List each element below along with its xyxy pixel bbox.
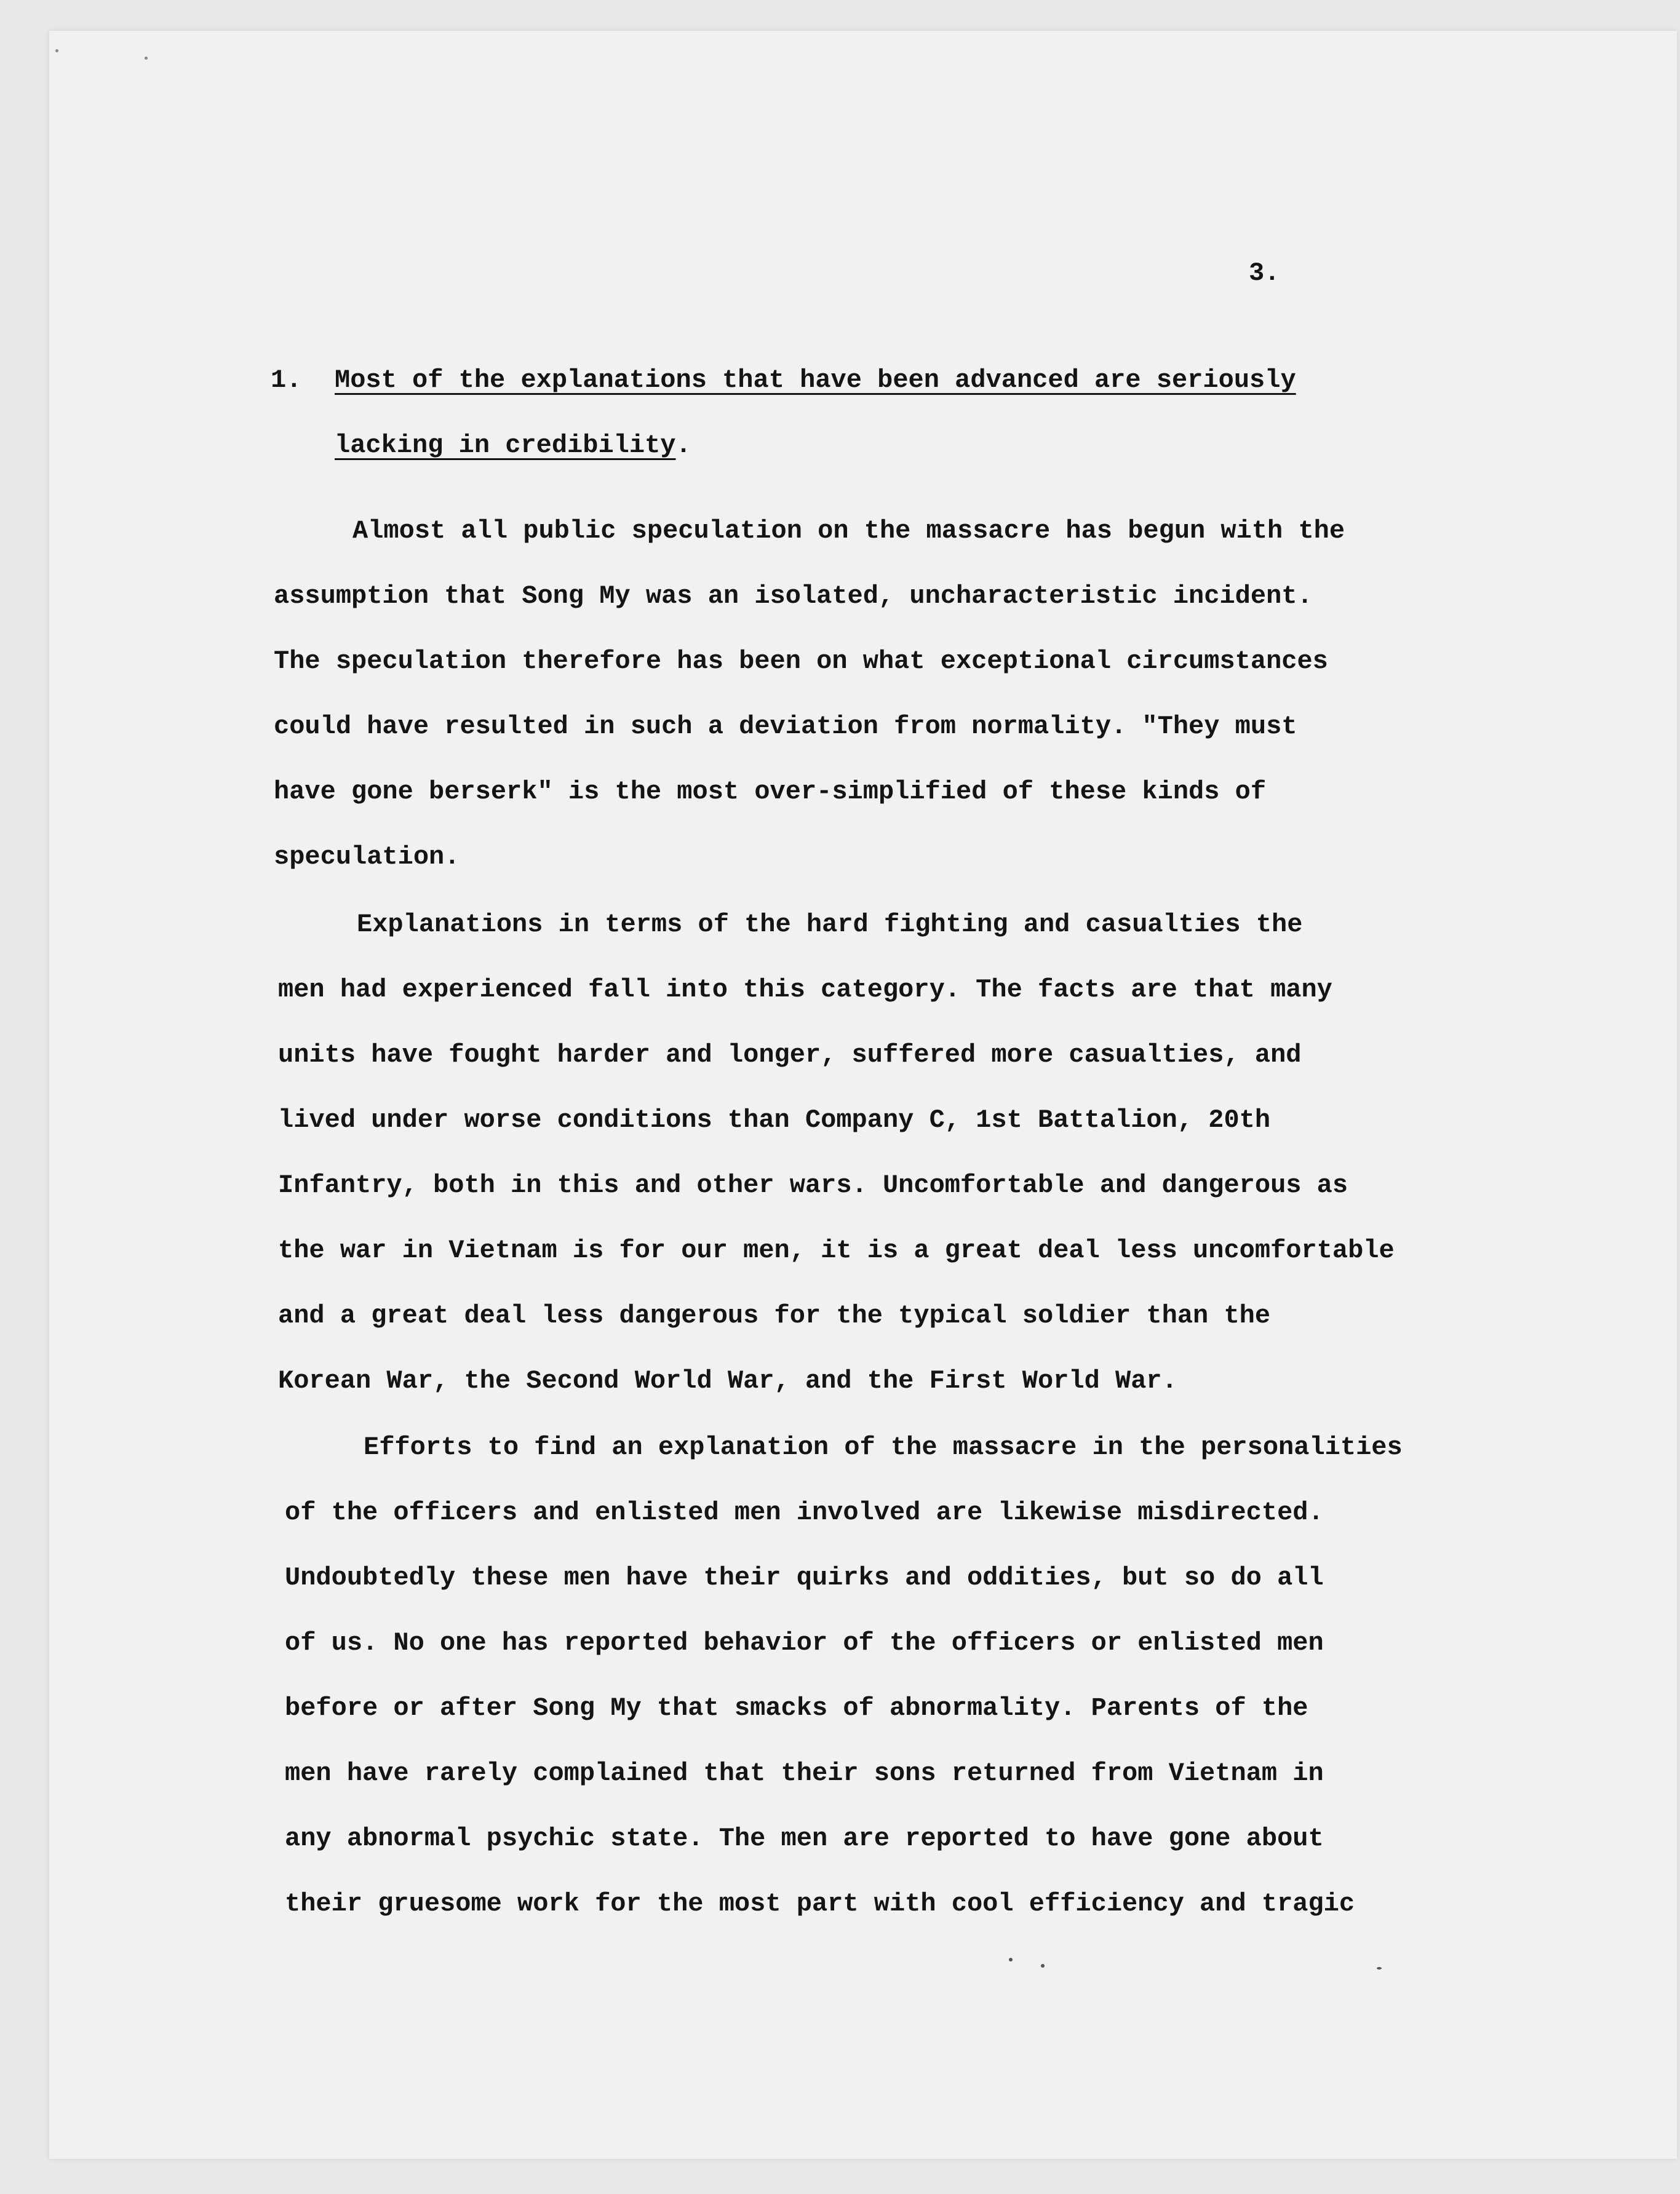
paragraph-line: speculation. — [274, 842, 460, 872]
paragraph-line: before or after Song My that smacks of abnormality. Parents of the — [285, 1693, 1308, 1723]
paragraph-line: Korean War, the Second World War, and the First World War. — [278, 1366, 1177, 1396]
paragraph-line: Almost all public speculation on the massacre has begun with the — [352, 516, 1345, 546]
paragraph-line: men have rarely complained that their sons returned from Vietnam in — [285, 1759, 1324, 1788]
paper-speck — [145, 57, 148, 60]
heading-period: . — [675, 431, 691, 460]
section-heading — [271, 348, 1347, 478]
paragraph-line: the war in Vietnam is for our men, it is a great deal less uncomfortable — [278, 1236, 1395, 1265]
paragraph-line: Efforts to find an explanation of the massacre in the personalities — [364, 1433, 1403, 1462]
paragraph-line: have gone berserk" is the most over-simplified of these kinds of — [274, 777, 1267, 806]
paper-speck — [55, 49, 58, 52]
paragraph-line: and a great deal less dangerous for the typical soldier than the — [278, 1301, 1271, 1330]
paragraph-line: of the officers and enlisted men involved are likewise misdirected. — [285, 1498, 1324, 1527]
heading-line-2: lacking in credibility — [335, 431, 676, 460]
paper-speck — [1009, 1958, 1013, 1961]
paragraph-line: lived under worse conditions than Company C, 1st Battalion, 20th — [278, 1105, 1271, 1135]
paragraph-line: assumption that Song My was an isolated, uncharacteristic incident. — [274, 581, 1313, 611]
paragraph-1 — [274, 498, 1381, 889]
paragraph-line: of us. No one has reported behavior of the officers or enlisted men — [285, 1628, 1324, 1658]
paragraph-line: Explanations in terms of the hard fighting and casualties the — [357, 910, 1303, 939]
paragraph-line: could have resulted in such a deviation from normality. "They must — [274, 712, 1297, 741]
paragraph-line: The speculation therefore has been on what exceptional circumstances — [274, 646, 1328, 676]
heading-text — [271, 348, 1347, 478]
paper-speck — [1041, 1964, 1045, 1968]
paragraph-line: any abnormal psychic state. The men are reported to have gone about — [285, 1824, 1324, 1853]
paper-speck — [1377, 1967, 1382, 1969]
heading-line-1: Most of the explanations that have been advanced are seriously — [335, 365, 1296, 395]
paragraph-2 — [278, 892, 1416, 1413]
page-number: 3. — [1249, 258, 1280, 288]
paragraph-line: their gruesome work for the most part with cool efficiency and tragic — [285, 1889, 1355, 1918]
paragraph-3 — [285, 1415, 1441, 1936]
paragraph-line: men had experienced fall into this category. The facts are that many — [278, 975, 1332, 1004]
heading-number: 1. — [271, 365, 302, 395]
paragraph-line: units have fought harder and longer, suffered more casualties, and — [278, 1040, 1302, 1070]
paragraph-line: Undoubtedly these men have their quirks and oddities, but so do all — [285, 1563, 1324, 1592]
paragraph-line: Infantry, both in this and other wars. Uncomfortable and dangerous as — [278, 1171, 1348, 1200]
